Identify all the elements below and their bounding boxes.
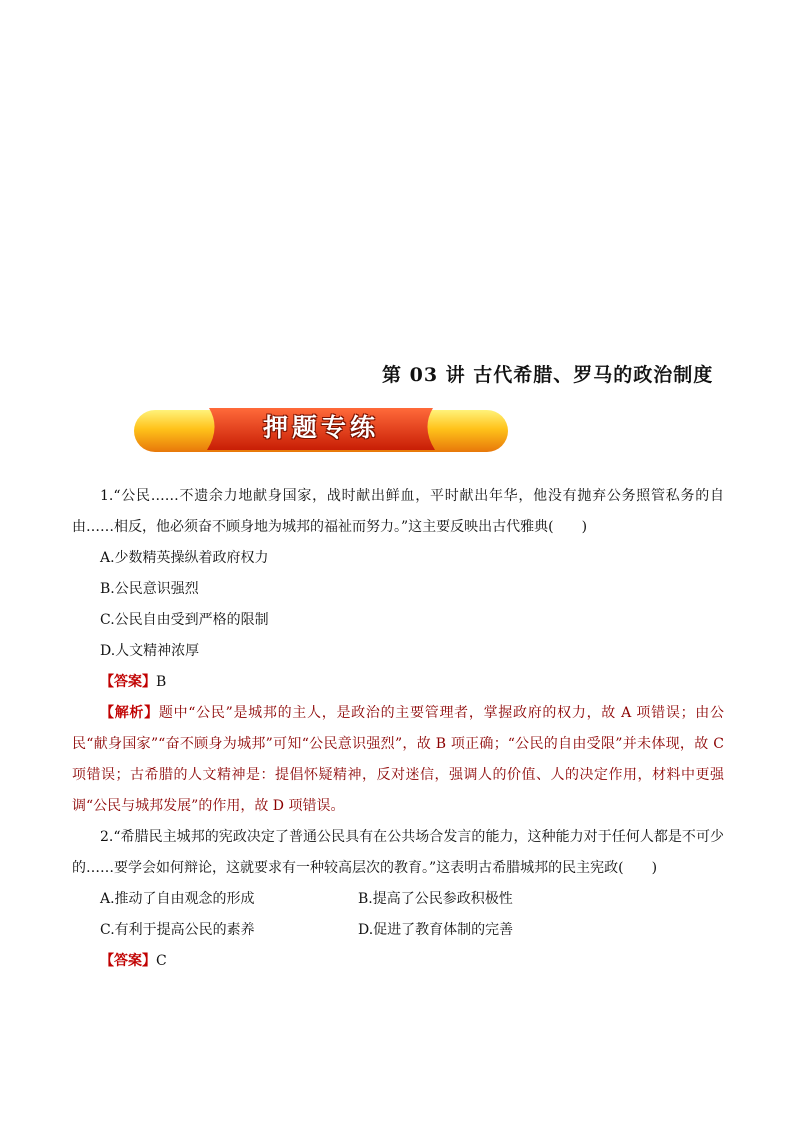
answer-value: C <box>156 953 167 969</box>
question-2-stem: 2.“希腊民主城邦的宪政决定了普通公民具有在公共场合发言的能力，这种能力对于任何人都是不可少的……要学会如何辩论，这就要求有一种较高层次的教育。”这表明古希腊城邦的民主宪政( ) <box>72 829 724 876</box>
question-1-stem: 1.“公民……不遗余力地献身国家，战时献出鲜血，平时献出年华，他没有抛弃公务照管私务的自由……相反，他必须奋不顾身地为城邦的福祉而努力。”这主要反映出古代雅典( ) <box>72 488 724 535</box>
question-1-option-b: B.公民意识强烈 <box>100 581 199 597</box>
question-1-option-c: C.公民自由受到严格的限制 <box>100 612 269 628</box>
banner-label: 押题专练 <box>262 413 379 442</box>
question-2-option-d: D.促进了教育体制的完善 <box>358 922 514 938</box>
explanation-tag: 【解析】 <box>100 705 159 721</box>
answer-tag: 【答案】 <box>100 674 156 690</box>
question-1-option-a: A.少数精英操纵着政府权力 <box>100 550 269 566</box>
question-2-option-b: B.提高了公民参政积极性 <box>358 891 513 907</box>
question-2-option-c: C.有利于提高公民的素养 <box>100 922 255 938</box>
question-list <box>72 481 724 977</box>
question-1-option-d: D.人文精神浓厚 <box>100 643 200 659</box>
question-2-options-row-2 <box>72 915 724 946</box>
question-2-options-row-1 <box>72 884 724 915</box>
question-1-explanation <box>72 698 724 822</box>
section-banner <box>133 406 509 454</box>
question-2-option-a: A.推动了自由观念的形成 <box>100 891 255 907</box>
answer-value: B <box>156 674 167 690</box>
question-2-answer <box>72 946 724 977</box>
page-title: 第 03 讲 古代希腊、罗马的政治制度 <box>382 364 714 386</box>
answer-tag: 【答案】 <box>100 953 156 969</box>
explanation-text: 题中“公民”是城邦的主人，是政治的主要管理者，掌握政府的权力，故 A 项错误；由公民“献身国家”“奋不顾身为城邦”可知“公民意识强烈”，故 B 项正确；“公民的自由受限”并未体现，故 C 项错误；古希腊的人文精神是：提倡怀疑精神，反对迷信，强调人的价值、人的决定作用，材料中更强调“公民与城邦发展”的作用，故 D 项错误。 <box>72 705 725 814</box>
question-1-answer <box>72 667 724 698</box>
